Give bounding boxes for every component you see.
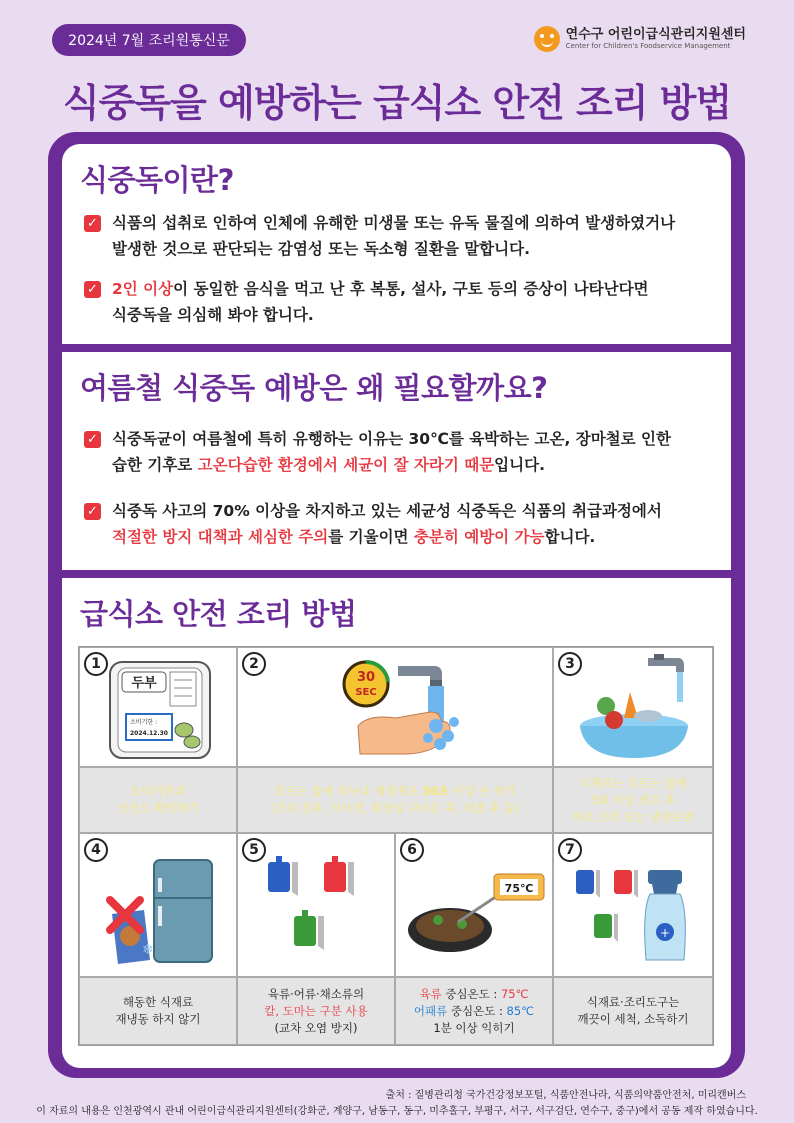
caption-text: 재냉동 하지 않기 <box>115 1012 201 1026</box>
bullet-text: 발생한 것으로 판단되는 감염성 또는 독소형 질환을 말합니다. <box>112 240 530 258</box>
checkbox-icon: ✓ <box>84 431 101 448</box>
colored-cutting-boards-icon <box>258 856 378 972</box>
step-3-caption <box>553 767 713 833</box>
newsletter-badge: 2024년 7월 조리원통신문 <box>52 24 246 56</box>
section-title: 식중독이란? <box>80 163 234 197</box>
svg-text:+: + <box>659 926 671 940</box>
step-number: 7 <box>558 838 582 862</box>
caption-text: (교차 오염 방지) <box>274 1020 358 1035</box>
caption-text: 육류·어류·채소류의 <box>267 986 365 1001</box>
tofu-package-icon <box>104 658 216 762</box>
org-name: 연수구 어린이급식관리지원센터 <box>565 27 746 42</box>
step-number: 4 <box>84 838 108 862</box>
tofu-label: 두부 <box>131 676 157 691</box>
step-4-caption <box>79 977 237 1045</box>
checkbox-icon: ✓ <box>84 281 101 298</box>
bullet-text: 식중독균이 여름철에 특히 유행하는 이유는 30℃를 육박하는 고온, 장마철로 인한 <box>112 430 671 448</box>
caption-highlight: 30초 <box>422 784 450 798</box>
step-6-image <box>395 833 553 977</box>
checkbox-icon: ✓ <box>84 215 101 232</box>
checkbox-icon: ✓ <box>84 503 101 520</box>
caption-text: 해동한 식재료 <box>122 995 194 1009</box>
step-1-image <box>79 647 237 767</box>
caption-text: 이상 손 씻기 <box>449 784 516 798</box>
handwash-icon <box>338 656 488 764</box>
bullet-text: 식중독 사고의 70% 이상을 차지하고 있는 세균성 식중독은 식품의 취급과정에서 <box>112 502 662 520</box>
step-2-image <box>237 647 553 767</box>
food-thermometer-icon <box>402 860 550 970</box>
section-title: 급식소 안전 조리 방법 <box>80 597 357 631</box>
production-note: 이 자료의 내용은 인천광역시 관내 어린이급식관리지원센터(강화군, 계양구, 남동구, 동구, 미추홀구, 부평구, 서구, 서구검단, 연수구, 중구)에서 공동 제작 하였습니다. <box>36 1106 758 1117</box>
step-5-image <box>237 833 395 977</box>
bullet-text: 습한 기후로 <box>112 456 198 474</box>
caption-text: 깨끗이 세척, 소독하기 <box>577 1012 689 1026</box>
caption-text: 바로 조리 또는 냉장보관 <box>571 809 695 824</box>
section-safe-cooking <box>62 578 731 1068</box>
bullet-text: 를 기울이면 <box>328 528 414 546</box>
org-name-en: Center for Children's Foodservice Management <box>565 42 731 50</box>
smile-logo-icon <box>534 26 560 52</box>
bullet-definition <box>84 210 714 262</box>
section-title: 여름철 식중독 예방은 왜 필요할까요? <box>80 371 548 405</box>
caption-text: 흐르는 물에 비누나 세정제로 <box>274 784 423 798</box>
step-4-image <box>79 833 237 977</box>
caption-highlight: 칼, 도마는 구분 사용 <box>264 1003 368 1018</box>
bullet-text: 식중독을 의심해 봐야 합니다. <box>112 306 314 324</box>
svg-text:❄: ❄ <box>142 942 154 958</box>
sanitizer-spray-icon <box>572 850 706 974</box>
step-7-image <box>553 833 713 977</box>
step-3-image <box>553 647 713 767</box>
caption-text: 1분 이상 익히기 <box>433 1020 515 1035</box>
timer-unit: SEC <box>355 687 377 698</box>
step-number: 1 <box>84 652 108 676</box>
thermometer-reading: 75℃ <box>504 882 534 895</box>
highlight-text: 적절한 방지 대책과 세심한 주의 <box>112 528 329 546</box>
caption-text: 식재료는 흐르는 물에 <box>579 775 687 790</box>
bullet-bacterial <box>84 498 714 550</box>
caption-highlight: 75℃ <box>500 986 529 1001</box>
step-2-caption <box>237 767 553 833</box>
caption-text: 중심온도 : <box>447 1003 507 1018</box>
step-6-caption <box>395 977 553 1045</box>
step-number: 2 <box>242 652 266 676</box>
highlight-text: 충분히 예방이 가능 <box>413 528 545 546</box>
step-number: 3 <box>558 652 582 676</box>
expiry-label: 소비기한 : <box>130 719 158 726</box>
org-logo <box>534 26 746 52</box>
caption-text: 식재료·조리도구는 <box>586 995 680 1009</box>
step-number: 6 <box>400 838 424 862</box>
page-title: 식중독을 예방하는 급식소 안전 조리 방법 <box>62 81 732 125</box>
refrigerator-icon <box>96 850 226 974</box>
caption-text: (조리 전후, 식사전, 화장실 다녀온 후, 외출 후 등) <box>270 801 520 815</box>
step-7-caption <box>553 977 713 1045</box>
steps-grid <box>78 646 714 1046</box>
section-why-prevention <box>62 352 731 570</box>
caption-text: 중심온도 : <box>441 986 501 1001</box>
bullet-text: 합니다. <box>544 528 596 546</box>
caption-text: 신선도 확인하기 <box>117 801 199 815</box>
caption-text: 3회 이상 씻은 후 <box>590 792 676 807</box>
caption-highlight: 어패류 <box>413 1003 448 1018</box>
caption-highlight: 육류 <box>419 986 442 1001</box>
step-number: 5 <box>242 838 266 862</box>
section-what-is-food-poisoning <box>62 144 731 344</box>
step-1-caption <box>79 767 237 833</box>
bullet-text: 입니다. <box>494 456 545 474</box>
washing-vegetables-icon <box>574 654 698 764</box>
step-5-caption <box>237 977 395 1045</box>
bullet-summer-reason <box>84 426 714 478</box>
bullet-text: 식품의 섭취로 인하여 인체에 유해한 미생물 또는 유독 물질에 의하여 발생하였거나 <box>112 214 676 232</box>
highlight-text: 2인 이상 <box>112 280 174 298</box>
source-credit: 출처 : 질병관리청 국가건강정보포털, 식품안전나라, 식품의약품안전처, 미리캔버스 <box>385 1090 746 1101</box>
highlight-text: 고온다습한 환경에서 세균이 잘 자라기 때문 <box>197 456 495 474</box>
expiry-date: 2024.12.30 <box>130 730 168 737</box>
timer-number: 30 <box>356 670 376 685</box>
bullet-text: 이 동일한 음식을 먹고 난 후 복통, 설사, 구토 등의 증상이 나타난다면 <box>173 280 649 298</box>
caption-text: 소비기한과 <box>130 784 186 798</box>
caption-highlight: 85℃ <box>506 1003 535 1018</box>
bullet-symptoms <box>84 276 714 328</box>
